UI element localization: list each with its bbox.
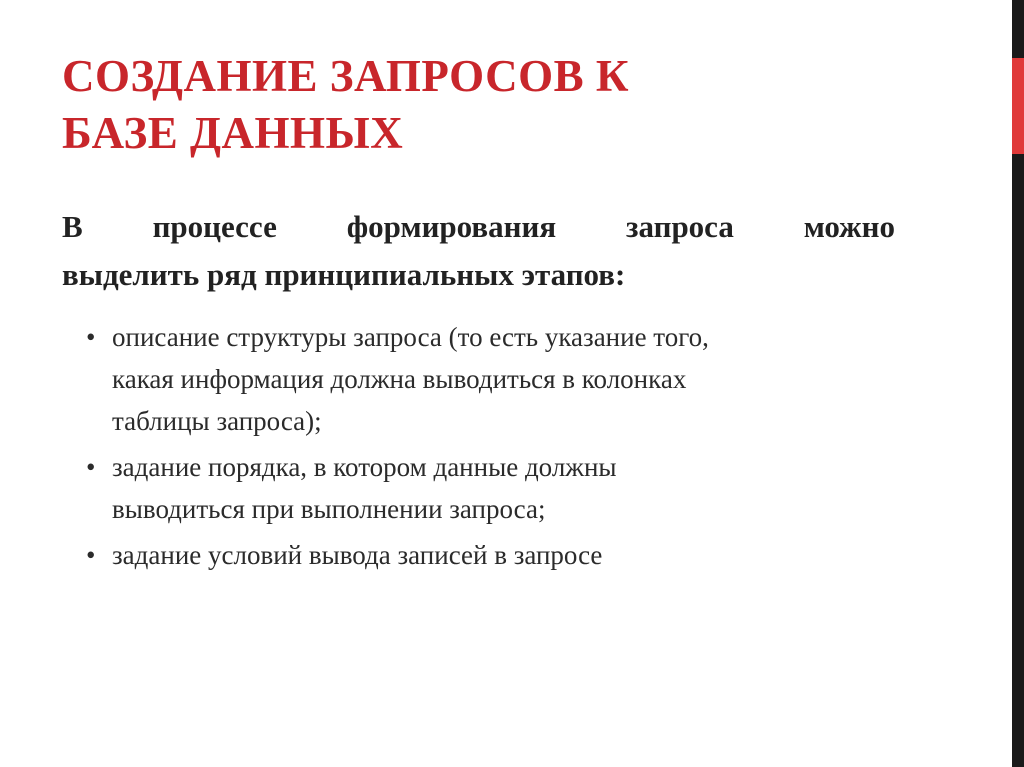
- bullet-line: какая информация должна выводиться в колонках: [112, 364, 687, 394]
- right-accent-red-segment: [1012, 58, 1024, 154]
- bullet-item-order: [62, 446, 922, 530]
- bullet-line: описание структуры запроса (то есть указание того,: [112, 322, 709, 352]
- bullet-line: задание условий вывода записей в запросе: [112, 540, 603, 570]
- bullet-marker: •: [86, 322, 96, 352]
- bullet-marker: •: [86, 540, 96, 570]
- intro-line-1: В процессе формирования запроса можно: [62, 209, 895, 244]
- bullet-line: выводиться при выполнении запроса;: [112, 494, 546, 524]
- intro-line-2: выделить ряд принципиальных этапов:: [62, 257, 626, 292]
- bullet-item-conditions: [62, 534, 922, 576]
- bullet-line: задание порядка, в котором данные должны: [112, 452, 617, 482]
- bullet-list: [62, 316, 922, 580]
- right-accent-bar: [1012, 0, 1024, 767]
- bullet-marker: •: [86, 452, 96, 482]
- bullet-item-structure: [62, 316, 922, 442]
- title-line-1: СОЗДАНИЕ ЗАПРОСОВ К: [62, 51, 630, 101]
- slide-title: [62, 48, 942, 162]
- bullet-line: таблицы запроса);: [112, 406, 322, 436]
- intro-paragraph: [62, 203, 895, 299]
- title-line-2: БАЗЕ ДАННЫХ: [62, 108, 404, 158]
